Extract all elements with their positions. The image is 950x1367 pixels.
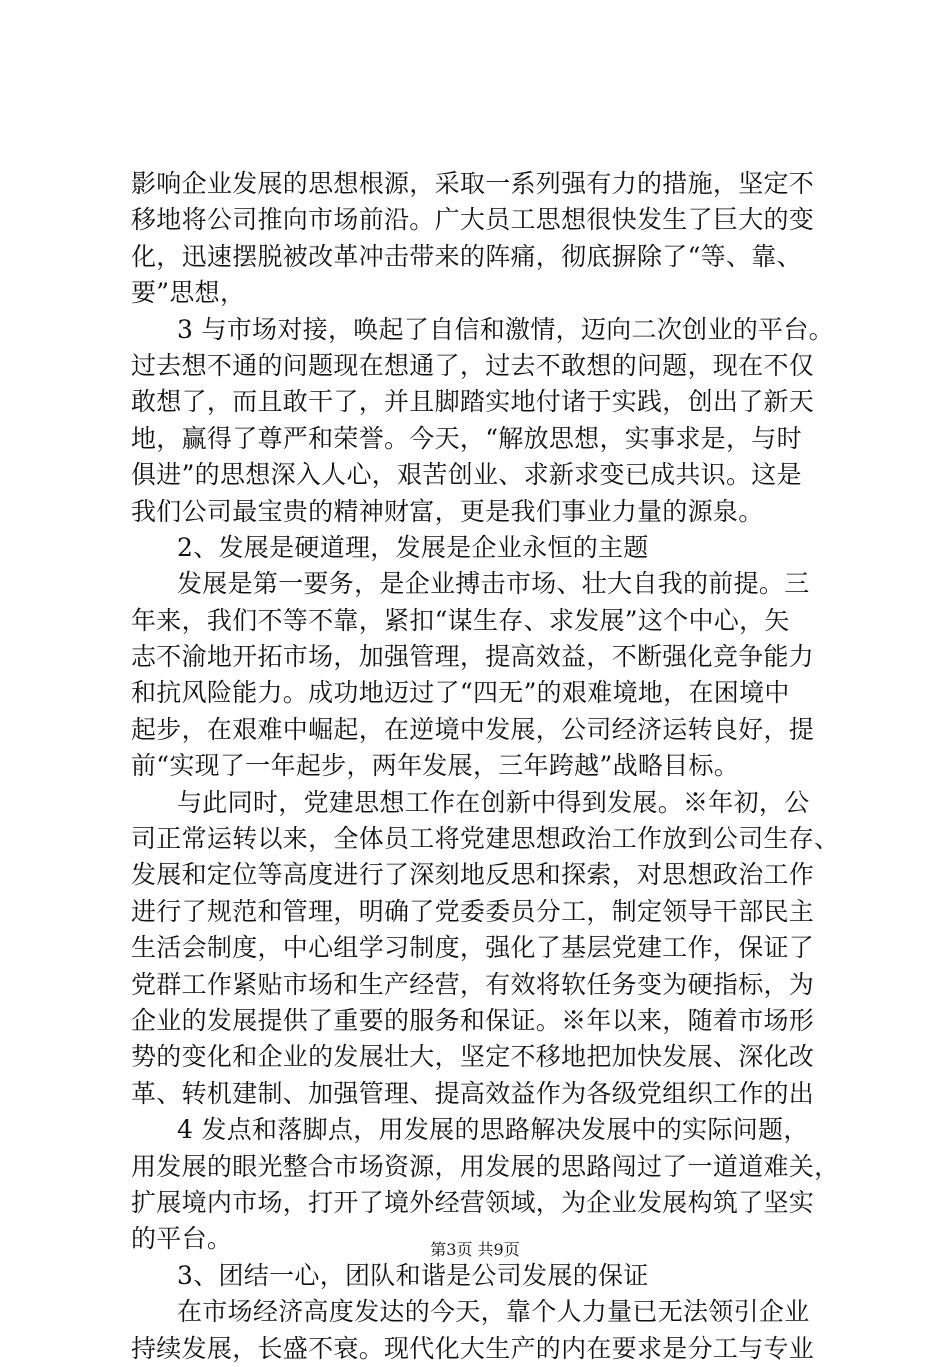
text-line: 前“实现了一年起步，两年发展，三年跨越”战略目标。	[131, 751, 740, 781]
text-line: 年来，我们不等不靠，紧扣“谋生存、求发展”这个中心，矢	[131, 605, 790, 635]
text-line: 地，赢得了尊严和荣誉。今天，“解放思想，实事求是，与时	[131, 423, 802, 453]
text-line: 用发展的眼光整合市场资源，用发展的思路闯过了一道道难关，	[131, 1151, 840, 1181]
text-line: 扩展境内市场，打开了境外经营领域，为企业发展构筑了坚实	[131, 1187, 815, 1217]
document-body	[131, 166, 840, 1367]
text-line: 企业的发展提供了重要的服务和保证。※年以来，随着市场形	[131, 1005, 815, 1035]
text-line: 2、发展是硬道理，发展是企业永恒的主题	[177, 532, 649, 562]
text-line: 司正常运转以来，全体员工将党建思想政治工作放到公司生存、	[131, 824, 840, 854]
text-line: 党群工作紧贴市场和生产经营，有效将软任务变为硬指标，为	[131, 969, 815, 999]
text-line: 和抗风险能力。成功地迈过了“四无”的艰难境地，在困境中	[131, 678, 790, 708]
text-line: 的平台。	[131, 1224, 233, 1254]
text-line: 发展和定位等高度进行了深刻地反思和探索，对思想政治工作	[131, 860, 815, 890]
text-line: 生活会制度，中心组学习制度，强化了基层党建工作，保证了	[131, 933, 815, 963]
text-line: 过去想不通的问题现在想通了，过去不敢想的问题，现在不仅	[131, 350, 815, 380]
text-line: 4 发点和落脚点，用发展的思路解决发展中的实际问题，	[177, 1115, 809, 1145]
text-line: 在市场经济高度发达的今天，靠个人力量已无法领引企业	[177, 1297, 810, 1327]
text-line: 敢想了，而且敢干了，并且脚踏实地付诸于实践，创出了新天	[131, 387, 815, 417]
text-line: 要”思想，	[131, 278, 246, 308]
text-line: 与此同时，党建思想工作在创新中得到发展。※年初，公	[177, 787, 810, 817]
text-line: 移地将公司推向市场前沿。广大员工思想很快发生了巨大的变	[131, 205, 815, 235]
text-line: 势的变化和企业的发展壮大，坚定不移地把加快发展、深化改	[131, 1042, 815, 1072]
text-line: 起步，在艰难中崛起，在逆境中发展，公司经济运转良好，提	[131, 714, 815, 744]
text-line: 持续发展，长盛不衰。现代化大生产的内在要求是分工与专业	[131, 1333, 815, 1363]
text-line: 革、转机建制、加强管理、提高效益作为各级党组织工作的出	[131, 1078, 815, 1108]
text-line: 志不渝地开拓市场，加强管理，提高效益，不断强化竞争能力	[131, 642, 815, 672]
text-line: 发展是第一要务，是企业搏击市场、壮大自我的前提。三	[177, 569, 810, 599]
text-line: 俱进”的思想深入人心，艰苦创业、求新求变已成共识。这是	[131, 460, 802, 490]
page-number: 第3页 共9页	[430, 1240, 520, 1259]
text-line: 3 与市场对接，唤起了自信和激情，迈向二次创业的平台。	[177, 314, 834, 344]
text-line: 影响企业发展的思想根源，采取一系列强有力的措施，坚定不	[131, 169, 815, 198]
text-line: 我们公司最宝贵的精神财富，更是我们事业力量的源泉。	[131, 496, 764, 526]
text-line: 化，迅速摆脱被改革冲击带来的阵痛，彻底摒除了“等、靠、	[131, 241, 802, 271]
text-line: 3、团结一心，团队和谐是公司发展的保证	[177, 1260, 649, 1290]
text-line: 进行了规范和管理，明确了党委委员分工，制定领导干部民主	[131, 896, 815, 926]
